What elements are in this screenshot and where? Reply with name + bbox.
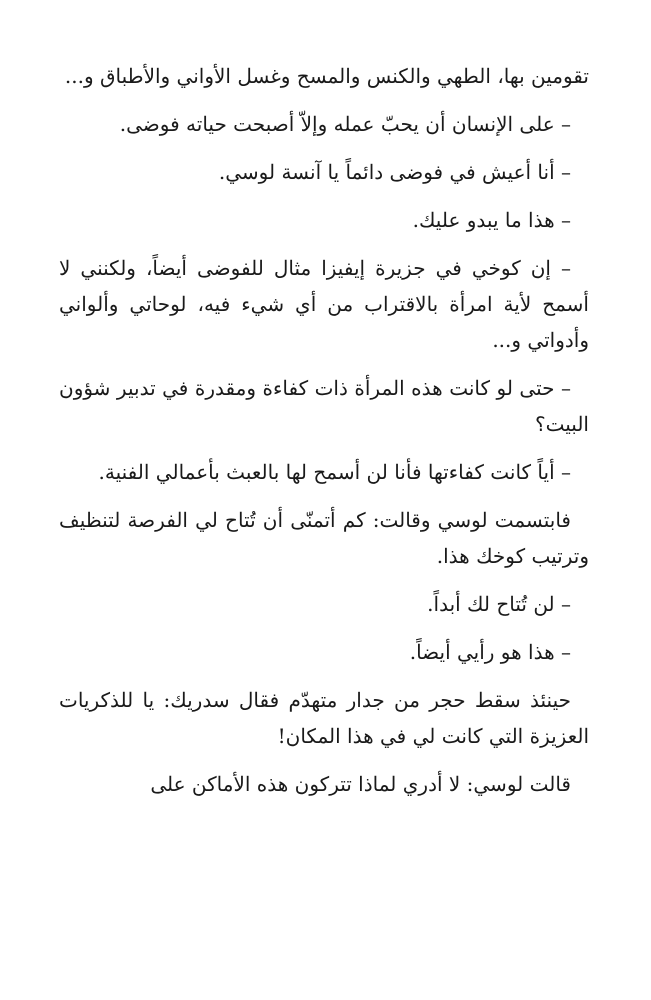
paragraph-dialogue: – هذا ما يبدو عليك.: [412, 208, 571, 232]
paragraph-dialogue: – على الإنسان أن يحبّ عمله وإلاّ أصبحت حياته فوضى.: [119, 112, 571, 136]
paragraph-dialogue: – حتى لو كانت هذه المرأة ذات كفاءة ومقدرة في تدبير شؤون البيت؟: [59, 376, 589, 436]
paragraph-dialogue: – أياً كانت كفاءتها فأنا لن أسمح لها بالعبث بأعمالي الفنية.: [98, 460, 571, 484]
paragraph-narration: قالت لوسي: لا أدري لماذا تتركون هذه الأماكن على: [150, 772, 571, 796]
paragraph-dialogue: – هذا هو رأيي أيضاً.: [409, 640, 571, 664]
paragraph-narration: حينئذ سقط حجر من جدار متهدّم فقال سدريك: يا للذكريات العزيزة التي كانت لي في هذا المكان!: [59, 688, 589, 748]
book-page: [59, 58, 589, 814]
paragraph-dialogue: – أنا أعيش في فوضى دائماً يا آنسة لوسي.: [218, 160, 571, 184]
paragraph-narration: فابتسمت لوسي وقالت: كم أتمنّى أن تُتاح لي الفرصة لتنظيف وترتيب كوخك هذا.: [59, 508, 589, 568]
paragraph-dialogue: – لن تُتاح لك أبداً.: [427, 592, 571, 616]
paragraph-continuation: تقومين بها، الطهي والكنس والمسح وغسل الأواني والأطباق و...: [64, 64, 589, 88]
paragraph-dialogue: – إن كوخي في جزيرة إيفيزا مثال للفوضى أيضاً، ولكنني لا أسمح لأية امرأة بالاقتراب من أي شيء فيه، لوحاتي وألواني وأدواتي و...: [59, 256, 589, 352]
